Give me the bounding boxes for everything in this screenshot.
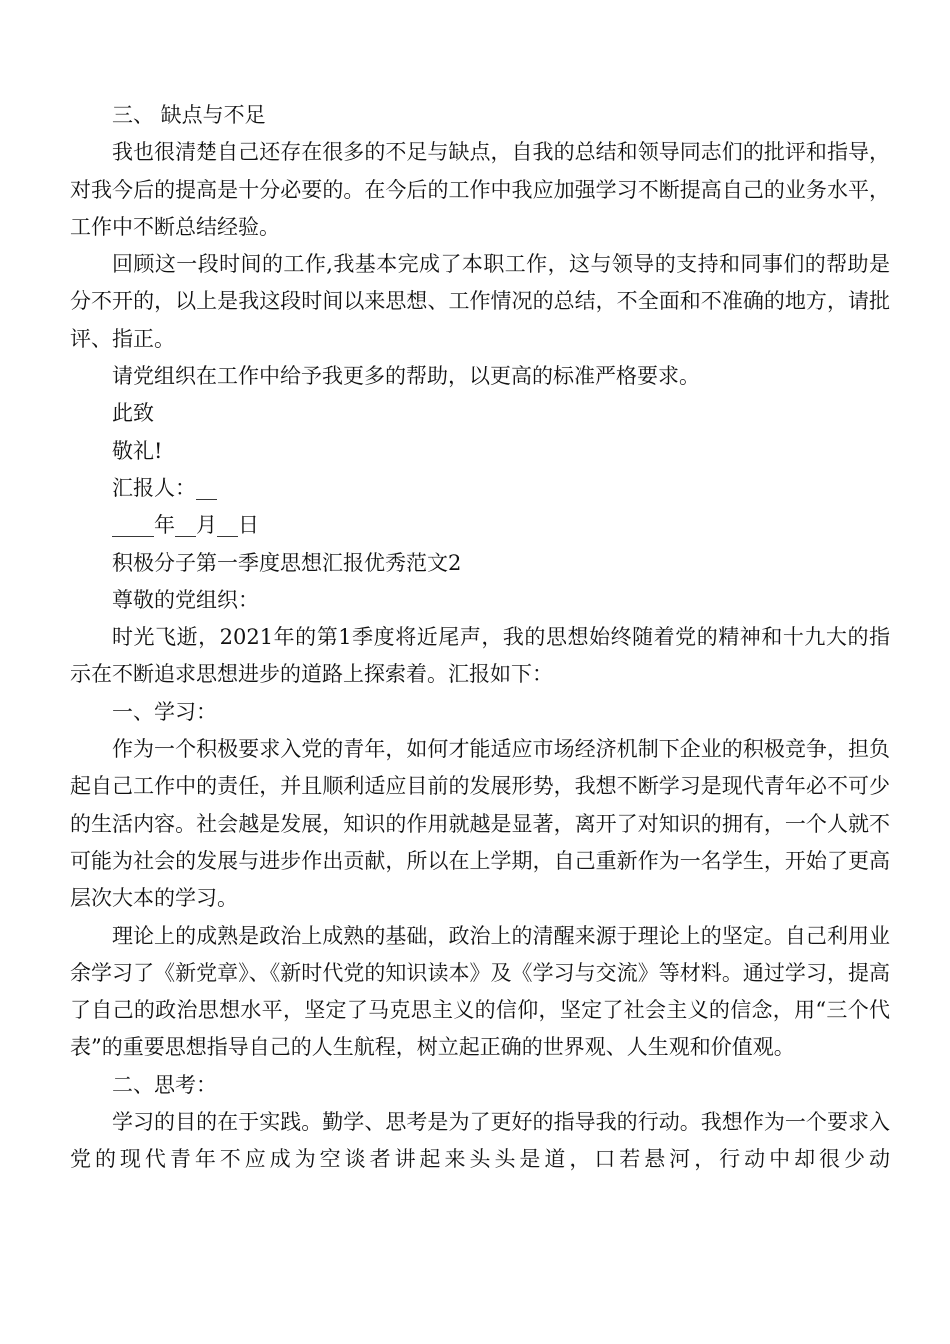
document-body bbox=[70, 97, 890, 1179]
salutation: 尊敬的党组织： bbox=[112, 587, 259, 612]
paragraph-practice: 学习的目的在于实践。勤学、思考是为了更好的指导我的行动。我想作为一个要求入党的现代青年不应成为空谈者讲起来头头是道，口若悬河，行动中却很少动 bbox=[70, 1110, 890, 1172]
paragraph-shortcomings: 我也很清楚自己还存在很多的不足与缺点，自我的总结和领导同志们的批评和指导，对我今后的提高是十分必要的。在今后的工作中我应加强学习不断提高自己的业务水平，工作中不断总结经验。 bbox=[70, 140, 890, 239]
paragraph-review: 回顾这一段时间的工作,我基本完成了本职工作，这与领导的支持和同事们的帮助是分不开的，以上是我这段时间以来思想、工作情况的总结，不全面和不准确的地方，请批评、指正。 bbox=[70, 252, 890, 351]
paragraph-study: 作为一个积极要求入党的青年，如何才能适应市场经济机制下企业的积极竞争，担负起自己工作中的责任，并且顺利适应目前的发展形势，我想不断学习是现代青年必不可少的生活内容。社会越是发展，知识的作用就越是显著，离开了对知识的拥有，一个人就不可能为社会的发展与进步作出贡献，所以在上学期，自己重新作为一名学生，开始了更高层次大本的学习。 bbox=[70, 737, 890, 911]
paragraph-intro: 时光飞逝，2021年的第1季度将近尾声，我的思想始终随着党的精神和十九大的指示在不断追求思想进步的道路上探索着。汇报如下： bbox=[70, 625, 890, 687]
date-line: ____年__月__日 bbox=[112, 513, 259, 538]
closing-jingli: 敬礼! bbox=[112, 438, 163, 463]
section-heading-study: 一、学习： bbox=[112, 699, 217, 724]
section-heading-thinking: 二、思考： bbox=[112, 1072, 217, 1097]
paragraph-request: 请党组织在工作中给予我更多的帮助，以更高的标准严格要求。 bbox=[112, 364, 700, 389]
section-heading-shortcomings: 三、 缺点与不足 bbox=[112, 103, 266, 127]
reporter-line: 汇报人：__ bbox=[112, 475, 217, 500]
closing-cizhi: 此致 bbox=[112, 401, 154, 426]
paragraph-theory: 理论上的成熟是政治上成熟的基础，政治上的清醒来源于理论上的坚定。自己利用业余学习了《新党章》、《新时代党的知识读本》及《学习与交流》等材料。通过学习，提高了自己的政治思想水平，坚定了马克思主义的信仰，坚定了社会主义的信念，用“三个代表”的重要思想指导自己的人生航程，树立起正确的世界观、人生观和价值观。 bbox=[70, 923, 890, 1060]
sample-title: 积极分子第一季度思想汇报优秀范文2 bbox=[112, 550, 462, 575]
